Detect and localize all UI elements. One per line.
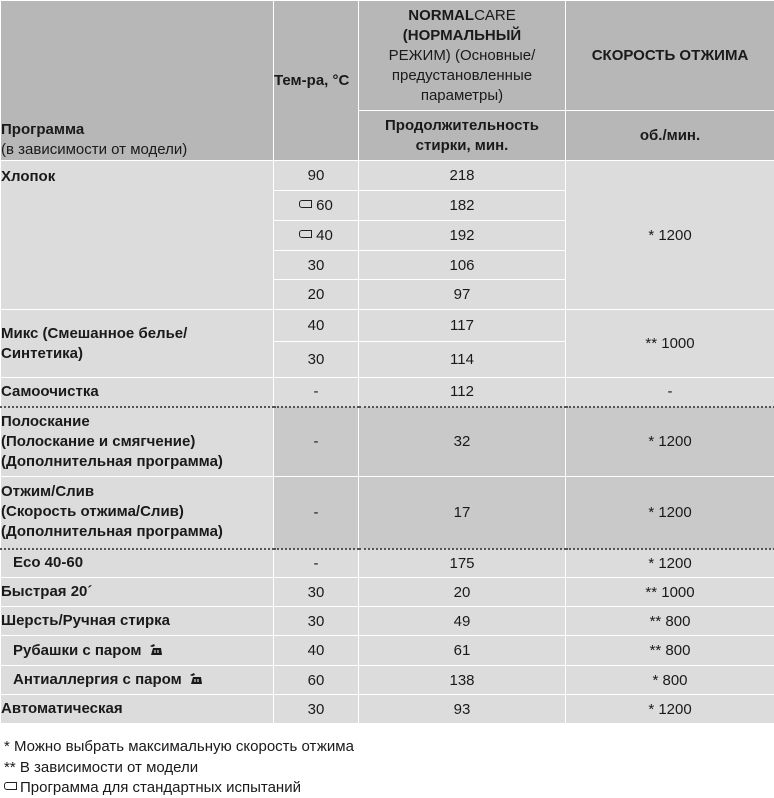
program-selfclean: Самоочистка (1, 378, 274, 407)
program-rinse (1, 407, 274, 477)
steam-iron-icon (149, 644, 163, 656)
speed-cell: ** 1000 (566, 310, 774, 378)
duration-cell: 93 (359, 695, 566, 724)
temp-cell (274, 221, 359, 251)
duration-cell: 61 (359, 636, 566, 666)
speed-cell: * 1200 (566, 695, 774, 724)
speed-cell: * 1200 (566, 549, 774, 578)
header-normalcare (359, 1, 566, 111)
header-temperature: Тем-ра, °C (274, 1, 359, 161)
program-eco: Eco 40-60 (1, 549, 274, 578)
footnote-model: ** В зависимости от модели (4, 759, 199, 776)
duration-cell: 117 (359, 310, 566, 342)
table-row (1, 378, 774, 407)
header-normalcare-normal: NORMAL (408, 6, 475, 24)
speed-cell: * 1200 (566, 407, 774, 477)
program-auto: Автоматическая (1, 695, 274, 724)
speed-cell: ** 1000 (566, 578, 774, 607)
temp-value: 40 (316, 227, 333, 244)
header-normalcare-rest: РЕЖИМ) (Основные/ предустановленные параметры) (388, 46, 536, 104)
header-program-subtitle: (в зависимости от модели) (1, 141, 188, 158)
standard-test-icon (4, 782, 17, 790)
program-mix: Микс (Смешанное белье/ Синтетика) (1, 310, 274, 378)
footnote-standard-test-text: Программа для стандартных испытаний (20, 779, 301, 796)
temp-cell: - (274, 477, 359, 549)
duration-cell: 182 (359, 191, 566, 221)
header-program-title: Программа (1, 121, 85, 138)
temp-cell: 30 (274, 342, 359, 378)
temp-cell: 20 (274, 280, 359, 310)
program-rinse-line3: (Дополнительная программа) (1, 452, 223, 470)
temp-cell: - (274, 407, 359, 477)
program-cotton: Хлопок (1, 161, 274, 310)
table-row (1, 666, 774, 695)
temp-cell: 30 (274, 251, 359, 280)
program-shirts (1, 636, 274, 666)
speed-cell: ** 800 (566, 607, 774, 636)
standard-test-icon (299, 200, 312, 208)
temp-cell: 40 (274, 310, 359, 342)
table-row (1, 607, 774, 636)
temp-cell: 30 (274, 607, 359, 636)
header-normalcare-care: CARE (474, 6, 516, 24)
duration-cell: 192 (359, 221, 566, 251)
duration-cell: 114 (359, 342, 566, 378)
duration-cell: 97 (359, 280, 566, 310)
table-row (1, 407, 774, 477)
duration-cell: 17 (359, 477, 566, 549)
program-rinse-line1: Полоскание (1, 412, 90, 430)
program-allergy (1, 666, 274, 695)
header-spin-speed: СКОРОСТЬ ОТЖИМА (566, 1, 774, 111)
program-rinse-line2: (Полоскание и смягчение) (1, 432, 196, 450)
program-shirts-label: Рубашки с паром (13, 641, 142, 659)
duration-cell: 138 (359, 666, 566, 695)
temp-cell: 40 (274, 636, 359, 666)
header-rpm: об./мин. (566, 111, 774, 161)
footnote-max-speed: * Можно выбрать максимальную скорость отжима (4, 738, 354, 755)
program-spin-line2: (Скорость отжима/Слив) (1, 503, 184, 521)
program-spin-line3: (Дополнительная программа) (1, 523, 223, 541)
program-allergy-label: Антиаллергия с паром (13, 671, 182, 688)
temp-value: 60 (316, 197, 333, 214)
table-row (1, 477, 774, 549)
temp-cell: 90 (274, 161, 359, 191)
temp-cell: 30 (274, 578, 359, 607)
table-row (1, 310, 774, 342)
speed-cell: * 1200 (566, 161, 774, 310)
standard-test-icon (299, 230, 312, 238)
header-program (1, 1, 274, 161)
footnote-standard-test (4, 778, 301, 798)
duration-cell: 218 (359, 161, 566, 191)
temp-cell: - (274, 549, 359, 578)
duration-cell: 112 (359, 378, 566, 407)
header-normalcare-mode: (НОРМАЛЬНЫЙ (402, 26, 522, 44)
table-row (1, 636, 774, 666)
duration-cell: 20 (359, 578, 566, 607)
program-quick: Быстрая 20´ (1, 578, 274, 607)
table-row (1, 578, 774, 607)
temp-cell: 30 (274, 695, 359, 724)
temp-cell: - (274, 378, 359, 407)
speed-cell: ** 800 (566, 636, 774, 666)
temp-cell: 60 (274, 666, 359, 695)
speed-cell: * 1200 (566, 477, 774, 549)
program-spin-line1: Отжим/Слив (1, 483, 95, 501)
header-duration: Продолжительность стирки, мин. (359, 111, 566, 161)
steam-iron-icon (189, 673, 203, 685)
duration-cell: 49 (359, 607, 566, 636)
duration-cell: 175 (359, 549, 566, 578)
table-row (1, 695, 774, 724)
table-row (1, 549, 774, 578)
speed-cell: - (566, 378, 774, 407)
duration-cell: 32 (359, 407, 566, 477)
duration-cell: 106 (359, 251, 566, 280)
program-spin (1, 477, 274, 549)
program-wool: Шерсть/Ручная стирка (1, 607, 274, 636)
speed-cell: * 800 (566, 666, 774, 695)
temp-cell (274, 191, 359, 221)
table-row (1, 161, 774, 191)
